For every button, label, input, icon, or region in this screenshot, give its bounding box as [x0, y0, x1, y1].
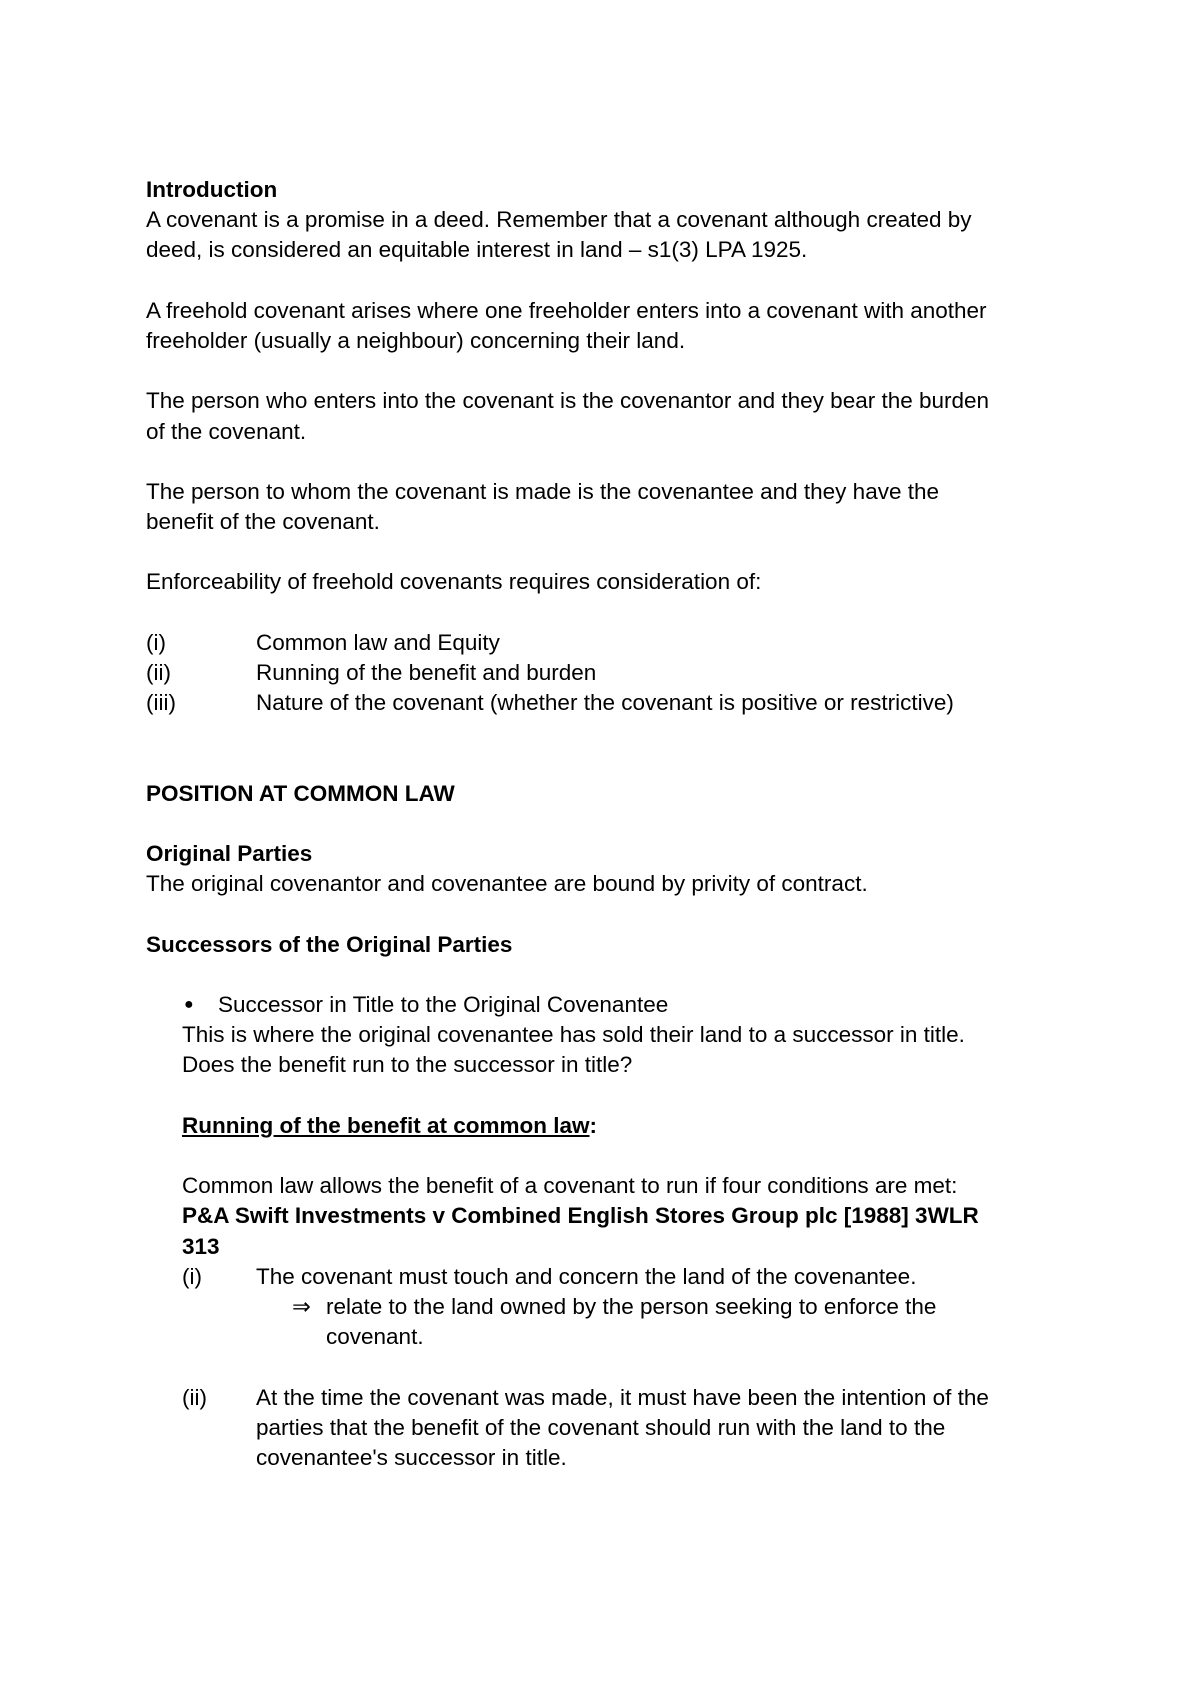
- original-parties-text: The original covenantor and covenantee are bound by privity of contract.: [146, 871, 868, 897]
- list-item: [146, 658, 1076, 688]
- running-benefit-heading-colon: :: [589, 1112, 597, 1138]
- intro-paragraph-2-line-2: freeholder (usually a neighbour) concerning their land.: [146, 327, 686, 353]
- intro-paragraph-4-line-2: benefit of the covenant.: [146, 509, 380, 535]
- condition-text: The covenant must touch and concern the land of the covenantee.: [256, 1263, 917, 1289]
- section-heading-common-law: POSITION AT COMMON LAW: [146, 780, 455, 806]
- bullet-icon: ●: [184, 996, 194, 1014]
- sub-point: [146, 1292, 1076, 1322]
- list-item-text: Running of the benefit and burden: [256, 660, 597, 685]
- subheading-original-parties: Original Parties: [146, 841, 313, 867]
- condition-number: (ii): [182, 1384, 207, 1410]
- condition-item: [146, 1262, 1076, 1292]
- intro-paragraph-1-line-1: A covenant is a promise in a deed. Remember that a covenant although created by: [146, 207, 972, 233]
- intro-paragraph-3-line-1: The person who enters into the covenant is the covenantor and they bear the burden: [146, 388, 990, 414]
- list-item-text: Common law and Equity: [256, 629, 500, 655]
- list-item-number: (ii): [146, 660, 171, 685]
- conditions-intro: Common law allows the benefit of a covenant to run if four conditions are met:: [182, 1173, 958, 1199]
- case-citation-line-1: P&A Swift Investments v Combined English Stores Group plc [1988] 3WLR: [182, 1203, 979, 1229]
- document-page: [146, 175, 1076, 1473]
- intro-heading: Introduction: [146, 177, 278, 202]
- list-item: [146, 688, 1076, 718]
- condition-continuation: parties that the benefit of the covenant should run with the land to the: [256, 1414, 946, 1440]
- list-item: [146, 628, 1076, 658]
- intro-paragraph-2-line-1: A freehold covenant arises where one freeholder enters into a covenant with another: [146, 297, 987, 323]
- condition-item: [146, 1383, 1076, 1413]
- intro-paragraph-4-line-1: The person to whom the covenant is made is the covenantee and they have the: [146, 478, 940, 504]
- intro-paragraph-5: Enforceability of freehold covenants requires consideration of:: [146, 569, 762, 595]
- condition-text: At the time the covenant was made, it must have been the intention of the: [256, 1384, 989, 1410]
- bullet-explanation-line-2: Does the benefit run to the successor in title?: [182, 1052, 633, 1078]
- bullet-item-text: Successor in Title to the Original Covenantee: [218, 992, 669, 1018]
- subheading-successors: Successors of the Original Parties: [146, 931, 513, 957]
- condition-continuation: covenantee's successor in title.: [256, 1444, 567, 1470]
- sub-point-text: relate to the land owned by the person seeking to enforce the: [326, 1293, 937, 1319]
- intro-paragraph-1-line-2: deed, is considered an equitable interest in land – s1(3) LPA 1925.: [146, 237, 808, 263]
- case-citation-line-2: 313: [182, 1233, 220, 1259]
- arrow-icon: ⇒: [292, 1293, 311, 1319]
- sub-point-continuation: covenant.: [326, 1324, 424, 1350]
- list-item-text: Nature of the covenant (whether the covenant is positive or restrictive): [256, 690, 954, 716]
- running-benefit-heading-text: Running of the benefit at common law: [182, 1112, 590, 1138]
- list-item-number: (i): [146, 629, 166, 655]
- intro-paragraph-3-line-2: of the covenant.: [146, 418, 307, 444]
- list-item-number: (iii): [146, 690, 176, 716]
- running-benefit-heading: [146, 1111, 1076, 1141]
- condition-number: (i): [182, 1263, 202, 1289]
- bullet-explanation-line-1: This is where the original covenantee has sold their land to a successor in title.: [182, 1022, 965, 1048]
- bullet-item: [146, 990, 1076, 1020]
